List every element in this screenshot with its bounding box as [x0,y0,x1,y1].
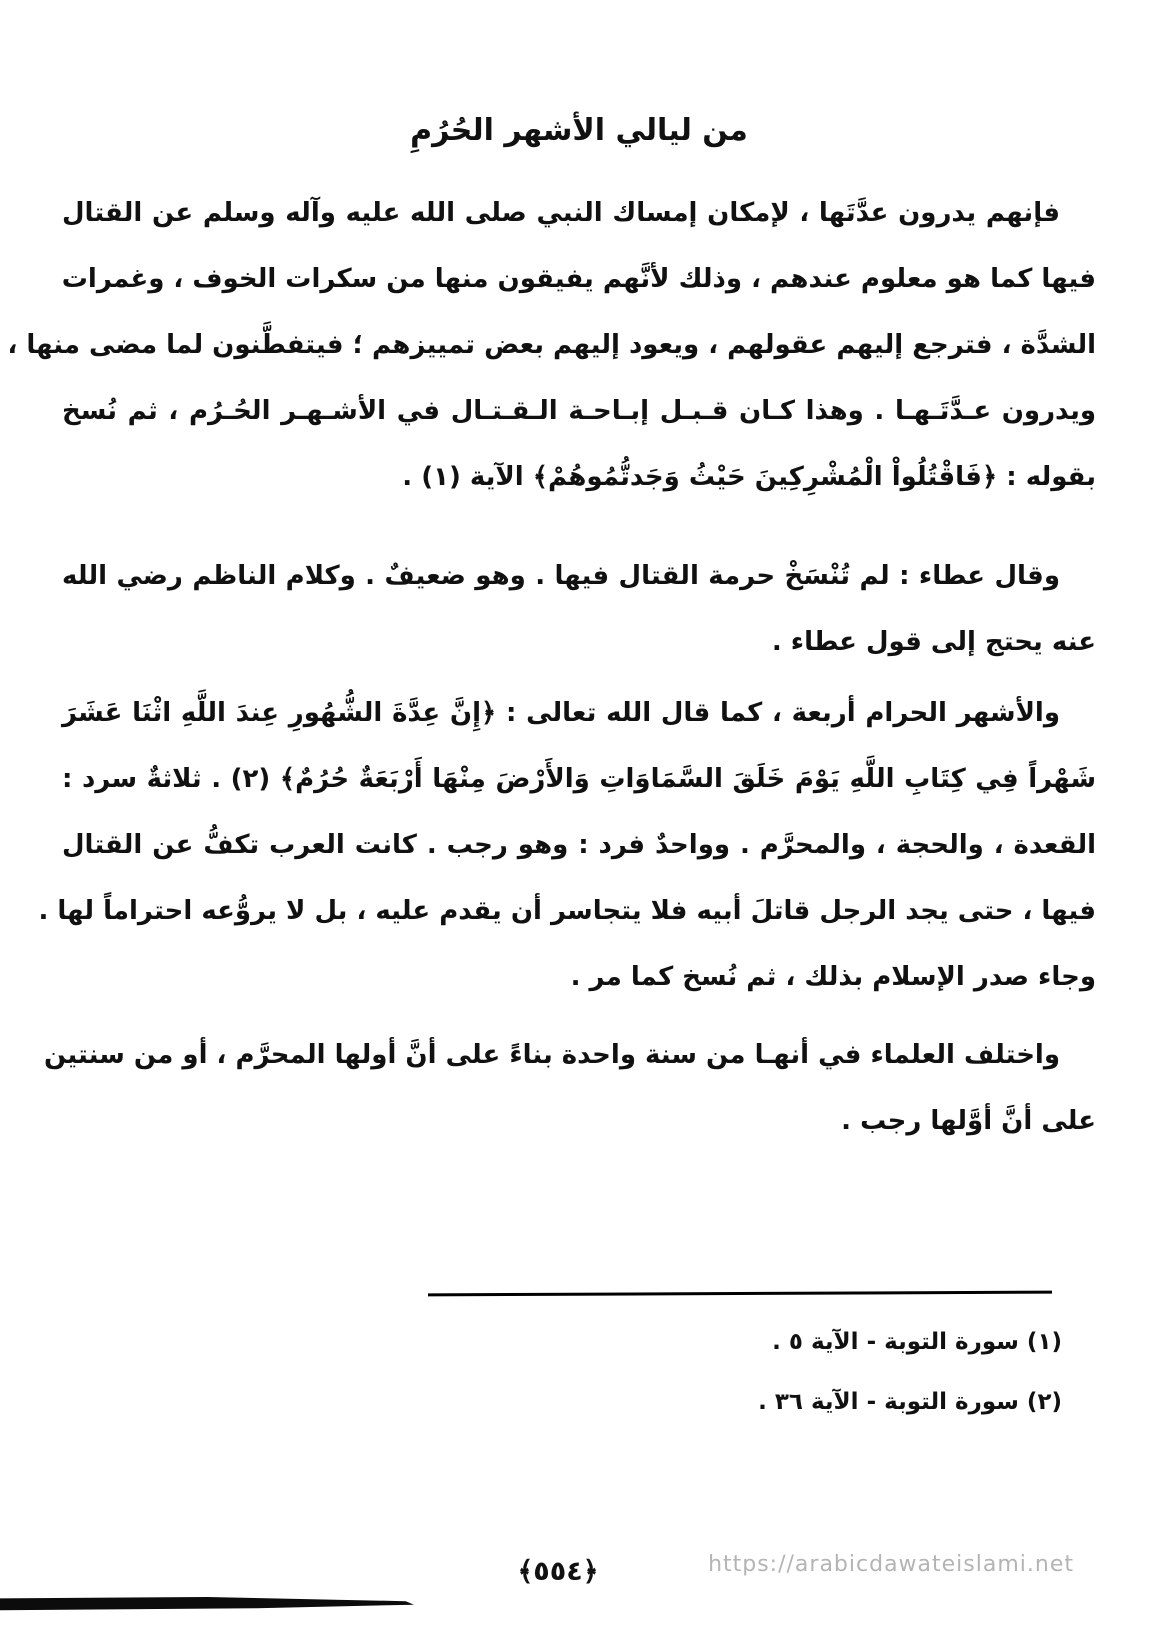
paragraph-3-line-1: والأشهر الحرام أربعة ، كما قال الله تعالى : ﴿إِنَّ عِدَّةَ الشُّهُورِ عِندَ اللَّهِ اثْنَا عَشَرَ [62,698,1060,728]
paragraph-1 [7,180,1096,510]
footnote-1: (١) سورة التوبة - الآية ٥ . [772,1329,1062,1355]
paragraph-4 [44,1022,1096,1154]
page-number: ﴿٥٥٤﴾ [517,1556,599,1587]
paragraph-2-line-1: وقال عطاء : لم تُنْسَخْ حرمة القتال فيها . وهو ضعيفٌ . وكلام الناظم رضي الله [62,561,1060,591]
footnote-2: (٢) سورة التوبة - الآية ٣٦ . [758,1389,1062,1415]
paragraph-1-line-3: الشدَّة ، فترجع إليهم عقولهم ، ويعود إليهم بعض تمييزهم ؛ فيتفطَّنون لما مضى منها ، [7,330,1096,360]
paragraph-1-line-5-quran-verse: بقوله : ﴿فَاقْتُلُواْ الْمُشْرِكِينَ حَيْثُ وَجَدتُّمُوهُمْ﴾ الآية (١) . [402,462,1096,492]
paragraph-4-line-1: واختلف العلماء في أنهـا من سنة واحدة بناءً على أنَّ أولها المحرَّم ، أو من سنتين [44,1040,1060,1070]
footnotes-section [96,1312,1062,1432]
paragraph-2-line-2: عنه يحتج إلى قول عطاء . [771,627,1096,657]
paragraph-3-line-5: وجاء صدر الإسلام بذلك ، ثم نُسخ كما مر . [570,962,1096,992]
footnote-divider-line [428,1291,1052,1297]
paragraph-3-line-2-quran-verse: شَهْراً فِي كِتَابِ اللَّهِ يَوْمَ خَلَقَ السَّمَاوَاتِ وَالأَرْضَ مِنْهَا أَرْبَعَةٌ حُرُمٌ﴾ (٢) . ثلاثةٌ سرد : [62,764,1097,794]
watermark-url: https://arabicdawateislami.net [708,1552,1074,1577]
paragraph-3 [38,680,1097,1010]
paragraph-3-line-3: القعدة ، والحجة ، والمحرَّم . وواحدٌ فرد : وهو رجب . كانت العرب تكفُّ عن القتال [62,830,1096,860]
paragraph-2 [62,543,1096,675]
paragraph-4-line-2: على أنَّ أوَّلها رجب . [841,1106,1096,1136]
paragraph-3-line-4: فيها ، حتى يجد الرجل قاتلَ أبيه فلا يتجاسر أن يقدم عليه ، بل لا يروُّعه احتراماً لها . [38,896,1096,926]
paragraph-1-line-2: فيها كما هو معلوم عندهم ، وذلك لأنَّهم يفيقون منها من سكرات الخوف ، وغمرات [61,264,1096,294]
paragraph-1-line-4: ويدرون عـدَّتَـهـا . وهذا كـان قـبـل إبـاحـة الـقـتـال في الأشـهـر الحُـرُم ، ثم نُسخ [62,396,1096,426]
page-title: من ليالي الأشهر الحُرُمِ [410,113,748,148]
paragraph-1-line-1: فإنهم يدرون عدَّتَها ، لإمكان إمساك النبي صلى الله عليه وآله وسلم عن القتال [62,198,1060,228]
scan-edge-artifact [0,1597,414,1611]
